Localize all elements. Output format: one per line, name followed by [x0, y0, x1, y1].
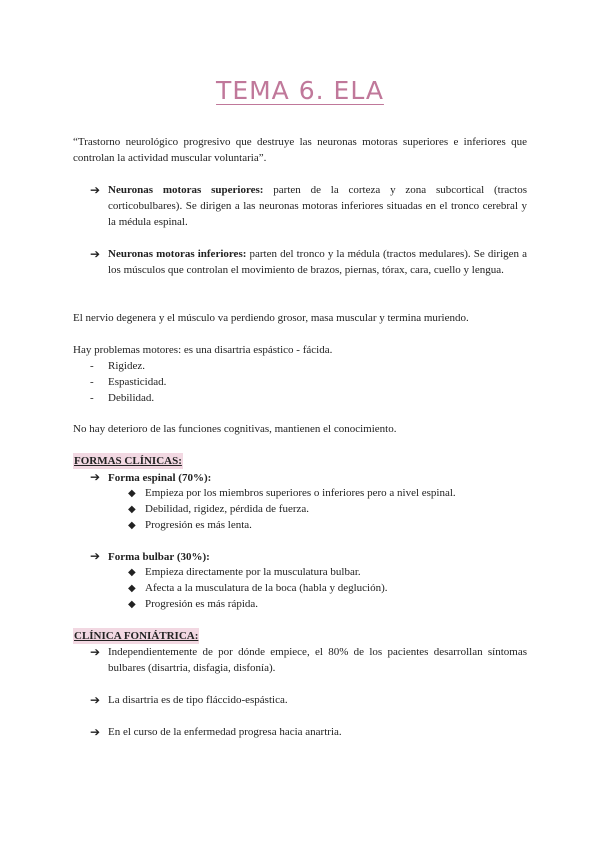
lower-neurons-term: Neuronas motoras inferiores: [108, 248, 247, 260]
bulbar-form-label: ➔ Forma bulbar (30%): [90, 549, 210, 563]
forms-heading: FORMAS CLÍNICAS: [74, 455, 182, 467]
motor-problems-intro: Hay problemas motores: es una disartria espástico - fácida. [73, 344, 333, 356]
list-item: - Rigidez. [90, 360, 145, 372]
arrow-icon: ➔ [90, 645, 101, 659]
arrow-icon: ➔ [90, 470, 101, 484]
list-item: ◆ Progresión es más lenta. [128, 517, 252, 534]
list-item: ◆ Afecta a la musculatura de la boca (habla y deglución). [128, 580, 388, 597]
list-item: ◆ Debilidad, rigidez, pérdida de fuerza. [128, 501, 309, 518]
arrow-icon: ➔ [90, 247, 101, 261]
diamond-bullet-icon: ◆ [128, 599, 136, 610]
nerve-paragraph: El nervio degenera y el músculo va perdiendo grosor, masa muscular y termina muriendo. [73, 312, 469, 324]
list-item: ◆ Progresión es más rápida. [128, 596, 258, 613]
arrow-icon: ➔ [90, 693, 101, 707]
cognitive-paragraph: No hay deterioro de las funciones cognitivas, mantienen el conocimiento. [73, 423, 397, 435]
list-item: - Debilidad. [90, 392, 155, 404]
upper-neurons-term: Neuronas motoras superiores: [108, 184, 264, 196]
upper-neurons-text: parten de la corteza y zona subcortical (tractos corticobulbares). Se dirigen a las neuronas motoras inferiores situadas en el tronco cerebral y la médula espinal. [108, 184, 527, 228]
intro-quote: “Trastorno neurológico progresivo que destruye las neuronas motoras superiores e inferiores que controlan la actividad muscular voluntaria”. [73, 136, 527, 164]
diamond-bullet-icon: ◆ [128, 504, 136, 515]
arrow-icon: ➔ [90, 725, 101, 739]
lower-neurons-text: parten del tronco y la médula (tractos medulares). Se dirigen a los músculos que controlan el movimiento de brazos, piernas, tórax, cara, cuello y lengua. [108, 248, 527, 276]
clinical-item: ➔ Independientemente de por dónde empiece, el 80% de los pacientes desarrollan síntomas bulbares (disartria, disfagia, disfonía). [90, 645, 527, 674]
upper-neurons-item [90, 182, 527, 230]
diamond-bullet-icon: ◆ [128, 583, 136, 594]
page-title: TEMA 6. ELA [216, 76, 384, 105]
diamond-bullet-icon: ◆ [128, 567, 136, 578]
diamond-bullet-icon: ◆ [128, 520, 136, 531]
list-item: - Espasticidad. [90, 376, 167, 388]
arrow-icon: ➔ [90, 549, 101, 563]
arrow-icon: ➔ [90, 183, 101, 197]
clinical-item: ➔ La disartria es de tipo fláccido-espástica. [90, 693, 288, 707]
clinical-heading: CLÍNICA FONIÁTRICA: [74, 630, 199, 642]
lower-neurons-item [90, 246, 527, 278]
clinical-item: ➔ En el curso de la enfermedad progresa hacia anartria. [90, 725, 342, 739]
list-item: ◆ Empieza directamente por la musculatura bulbar. [128, 564, 361, 581]
diamond-bullet-icon: ◆ [128, 488, 136, 499]
spinal-form-label: ➔ Forma espinal (70%): [90, 470, 212, 484]
list-item: ◆ Empieza por los miembros superiores o inferiores pero a nivel espinal. [128, 485, 456, 502]
